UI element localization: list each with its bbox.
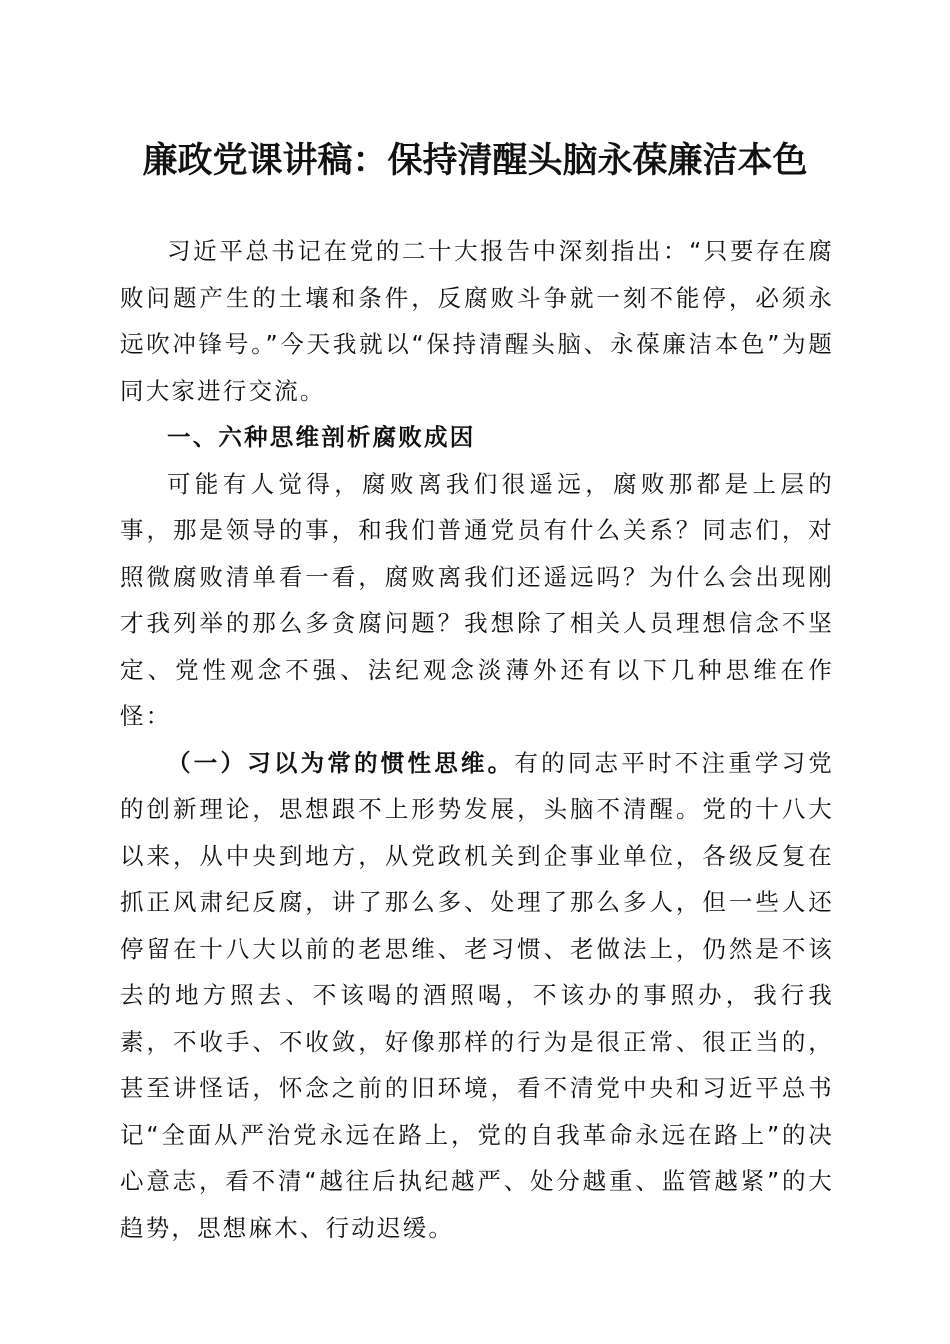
subsection-1-heading: （一）习以为常的惯性思维。 [167, 748, 515, 777]
document-body [120, 228, 834, 1251]
document-title: 廉政党课讲稿：保持清醒头脑永葆廉洁本色 [142, 140, 808, 181]
section-heading-1: 一、六种思维剖析腐败成因 [167, 423, 476, 451]
subsection-1-paragraph [120, 740, 834, 1252]
section-1-paragraph: 可能有人觉得，腐败离我们很遥远，腐败那都是上层的事，那是领导的事，和我们普通党员有什么关系？同志们，对照微腐败清单看一看，腐败离我们还遥远吗？为什么会出现刚才我列举的那么多贪腐问题？我想除了相关人员理想信念不坚定、党性观念不强、法纪观念淡薄外还有以下几种思维在作怪： [120, 469, 834, 730]
intro-paragraph: 习近平总书记在党的二十大报告中深刻指出：“只要存在腐败问题产生的土壤和条件，反腐败斗争就一刻不能停，必须永远吹冲锋号。”今天我就以“保持清醒头脑、永葆廉洁本色”为题同大家进行交流。 [120, 237, 834, 405]
subsection-1-text: 有的同志平时不注重学习党的创新理论，思想跟不上形势发展，头脑不清醒。党的十八大以来，从中央到地方，从党政机关到企事业单位，各级反复在抓正风肃纪反腐，讲了那么多、处理了那么多人，但一些人还停留在十八大以前的老思维、老习惯、老做法上，仍然是不该去的地方照去、不该喝的酒照喝，不该办的事照办，我行我素，不收手、不收敛，好像那样的行为是很正常、很正当的，甚至讲怪话，怀念之前的旧环境，看不清党中央和习近平总书记“全面从严治党永远在路上，党的自我革命永远在路上”的决心意志，看不清“越往后执纪越严、处分越重、监管越紧”的大趋势，思想麻木、行动迟缓。 [120, 748, 834, 1242]
